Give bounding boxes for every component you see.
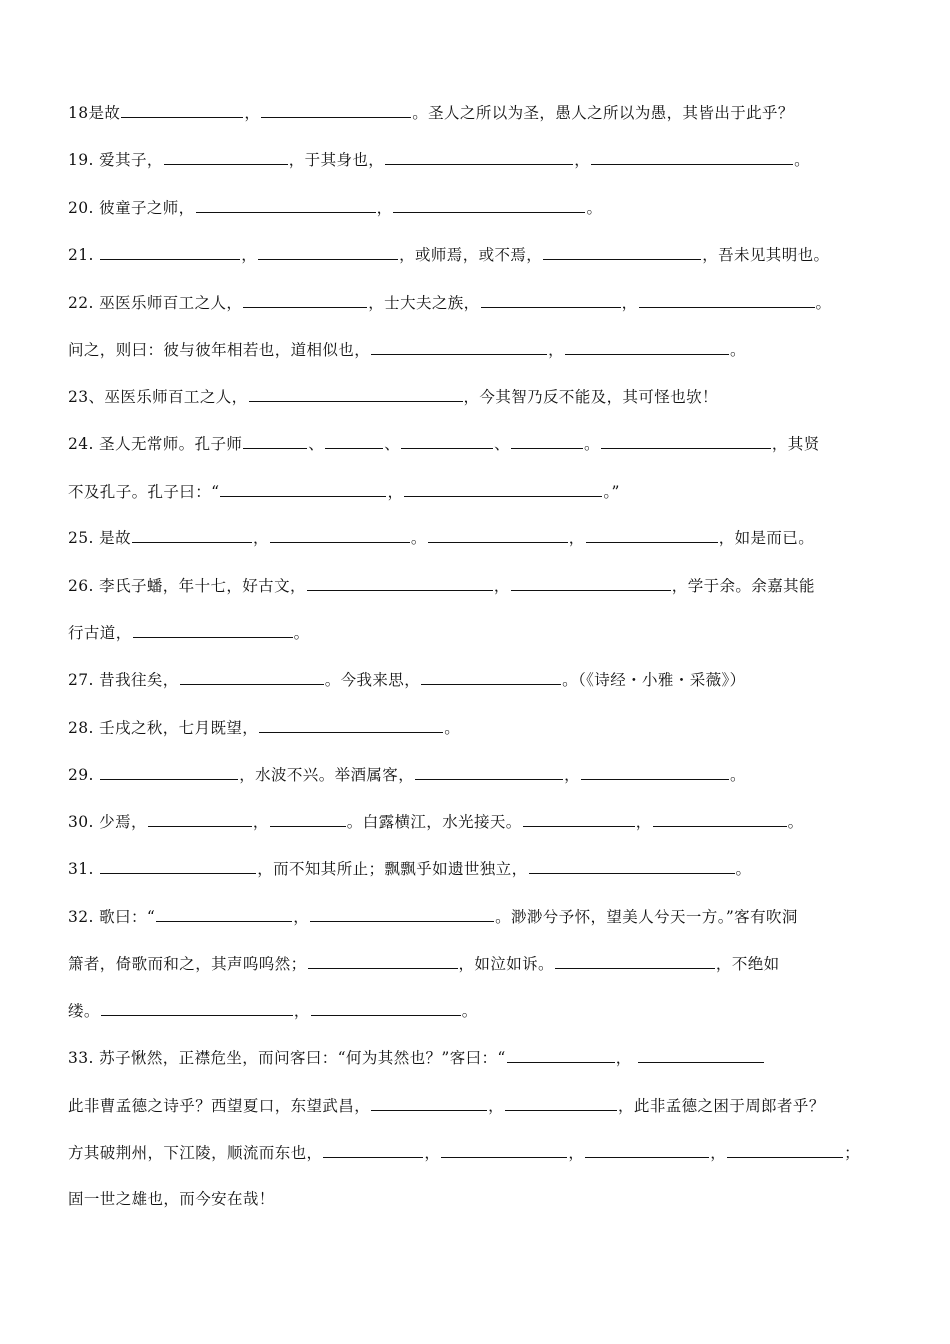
question-text: 23、巫医乐师百工之人， <box>68 388 248 406</box>
answer-blank[interactable] <box>393 195 585 213</box>
answer-blank[interactable] <box>133 620 293 638</box>
question-line <box>68 147 910 172</box>
question-text: ， <box>493 577 510 595</box>
answer-blank[interactable] <box>727 1140 843 1158</box>
answer-blank[interactable] <box>121 100 243 118</box>
question-line <box>68 1187 910 1211</box>
answer-blank[interactable] <box>101 998 293 1016</box>
question-text: 26. 李氏子蟠，年十七，好古文， <box>68 577 306 595</box>
answer-blank[interactable] <box>164 147 288 165</box>
question-text: 、 <box>308 435 325 453</box>
question-text: ， <box>564 766 580 784</box>
question-text: 、 <box>494 435 510 453</box>
answer-blank[interactable] <box>310 904 494 922</box>
question-text: 。 <box>586 199 603 217</box>
question-line <box>68 431 910 456</box>
answer-blank[interactable] <box>511 431 583 449</box>
question-text: 18是故 <box>68 104 121 122</box>
answer-blank[interactable] <box>311 998 461 1016</box>
question-line <box>68 479 910 504</box>
question-text: 。 <box>410 529 427 547</box>
question-text: 24. 圣人无常师。孔子师 <box>68 435 243 453</box>
answer-blank[interactable] <box>404 479 602 497</box>
question-text: 。渺渺兮予怀，望美人兮天一方。”客有吹洞 <box>495 908 798 926</box>
question-line <box>68 809 910 834</box>
answer-blank[interactable] <box>481 290 621 308</box>
answer-blank[interactable] <box>441 1140 567 1158</box>
question-text: ，如是而已。 <box>718 529 815 547</box>
question-line <box>68 904 910 929</box>
answer-blank[interactable] <box>505 1093 617 1111</box>
question-text: ，此非孟德之困于周郎者乎？ <box>618 1097 825 1115</box>
question-text: 。 <box>444 719 461 737</box>
answer-blank[interactable] <box>507 1045 615 1063</box>
question-text: ， <box>635 813 652 831</box>
question-text: 。今我来思， <box>324 671 421 689</box>
answer-blank[interactable] <box>307 573 493 591</box>
question-line <box>68 715 910 740</box>
question-text: 30. 少焉， <box>68 813 147 831</box>
answer-blank[interactable] <box>421 667 561 685</box>
answer-blank[interactable] <box>653 809 787 827</box>
answer-blank[interactable] <box>258 242 398 260</box>
answer-blank[interactable] <box>220 479 386 497</box>
answer-blank[interactable] <box>261 100 411 118</box>
question-text: 31. <box>68 860 100 878</box>
question-text: ， <box>241 246 258 264</box>
answer-blank[interactable] <box>243 290 367 308</box>
answer-blank[interactable] <box>259 715 443 733</box>
question-line <box>68 525 910 550</box>
question-text: ，士大夫之族， <box>368 294 480 312</box>
answer-blank[interactable] <box>323 1140 423 1158</box>
question-text: 25. 是故 <box>68 529 131 547</box>
question-text: 。” <box>603 483 620 501</box>
question-text: ， <box>244 104 261 122</box>
question-line <box>68 195 910 220</box>
answer-blank[interactable] <box>511 573 671 591</box>
answer-blank[interactable] <box>428 525 568 543</box>
question-text: ， <box>710 1144 727 1162</box>
question-text: ， <box>568 529 585 547</box>
answer-blank[interactable] <box>100 762 238 780</box>
question-text: ， <box>488 1097 505 1115</box>
question-line <box>68 620 910 645</box>
question-line <box>68 290 910 315</box>
question-text: 。 <box>787 813 804 831</box>
answer-blank[interactable] <box>565 337 729 355</box>
question-text: 。 <box>461 1002 478 1020</box>
question-text: 19. 爱其子， <box>68 151 163 169</box>
question-text: 32. 歌曰：“ <box>68 908 156 926</box>
question-text: ，或师焉，或不焉， <box>399 246 543 264</box>
question-line <box>68 1045 910 1070</box>
question-line <box>68 856 910 881</box>
answer-blank[interactable] <box>401 431 493 449</box>
answer-blank[interactable] <box>601 431 771 449</box>
question-line <box>68 762 910 787</box>
answer-blank[interactable] <box>415 762 563 780</box>
answer-blank[interactable] <box>529 856 735 874</box>
answer-blank[interactable] <box>100 242 240 260</box>
answer-blank[interactable] <box>586 525 718 543</box>
question-text: ； <box>844 1144 861 1162</box>
question-text: ，如泣如诉。 <box>458 955 554 973</box>
question-text: 29. <box>68 766 100 784</box>
question-text: ，吾未见其明也。 <box>702 246 830 264</box>
answer-blank[interactable] <box>156 904 292 922</box>
question-text: 28. 壬戌之秋，七月既望， <box>68 719 259 737</box>
question-text: ， <box>424 1144 441 1162</box>
answer-blank[interactable] <box>132 525 252 543</box>
question-text: ， <box>252 813 269 831</box>
question-text: 此非曹孟德之诗乎？西望夏口，东望武昌， <box>68 1097 371 1115</box>
question-text: 。 <box>584 435 600 453</box>
question-text: 。 <box>815 294 832 312</box>
answer-blank[interactable] <box>180 667 324 685</box>
answer-blank[interactable] <box>385 147 573 165</box>
question-text: ，学于余。余嘉其能 <box>671 577 815 595</box>
answer-blank[interactable] <box>249 384 463 402</box>
question-line <box>68 951 910 976</box>
answer-blank[interactable] <box>371 1093 487 1111</box>
question-text: 固一世之雄也，而今安在哉！ <box>68 1190 275 1208</box>
question-text: 。 <box>293 624 310 642</box>
question-text: 。圣人之所以为圣，愚人之所以为愚，其皆出于此乎？ <box>412 104 794 122</box>
question-text: ， <box>387 483 404 501</box>
question-line <box>68 573 910 598</box>
question-text: 20. 彼童子之师， <box>68 199 195 217</box>
question-text: 27. 昔我往矣， <box>68 671 179 689</box>
question-line <box>68 667 910 692</box>
question-text: ， <box>252 529 269 547</box>
question-text: ，而不知其所止；飘飘乎如遗世独立， <box>257 860 528 878</box>
question-line <box>68 1140 910 1165</box>
question-text: 箫者，倚歌而和之，其声呜呜然； <box>68 955 307 973</box>
answer-blank[interactable] <box>591 147 793 165</box>
answer-blank[interactable] <box>371 337 547 355</box>
question-text: 问之，则曰：彼与彼年相若也，道相似也， <box>68 341 371 359</box>
question-text: 。白露横江，水光接天。 <box>346 813 522 831</box>
question-text: 21. <box>68 246 100 264</box>
question-text: ，于其身也， <box>288 151 385 169</box>
question-text: 不及孔子。孔子曰：“ <box>68 483 220 501</box>
question-text: ，不绝如 <box>715 955 780 973</box>
answer-blank[interactable] <box>308 951 458 969</box>
question-line <box>68 384 910 409</box>
answer-blank[interactable] <box>585 1140 709 1158</box>
answer-blank[interactable] <box>638 1045 764 1063</box>
question-text: ， <box>574 151 591 169</box>
question-text: ，今其智乃反不能及，其可怪也欤！ <box>463 388 718 406</box>
answer-blank[interactable] <box>581 762 729 780</box>
answer-blank[interactable] <box>196 195 376 213</box>
question-text: 。 <box>730 766 746 784</box>
question-text: ， <box>376 199 393 217</box>
question-text: 行古道， <box>68 624 132 642</box>
question-text: ， <box>548 341 565 359</box>
answer-blank[interactable] <box>523 809 635 827</box>
question-text: 方其破荆州，下江陵，顺流而东也， <box>68 1144 323 1162</box>
question-text: 。（《诗经・小雅・采薇》） <box>562 671 746 689</box>
answer-blank[interactable] <box>555 951 715 969</box>
question-line <box>68 100 910 125</box>
answer-blank[interactable] <box>543 242 701 260</box>
question-text: ，水波不兴。举酒属客， <box>239 766 415 784</box>
answer-blank[interactable] <box>270 809 346 827</box>
answer-blank[interactable] <box>325 431 383 449</box>
question-text: ， <box>615 1049 637 1067</box>
question-text: 22. 巫医乐师百工之人， <box>68 294 243 312</box>
question-text: ， <box>293 1002 310 1020</box>
question-line <box>68 1093 910 1118</box>
question-text: 。 <box>794 151 810 169</box>
question-text: ，其贤 <box>771 435 820 453</box>
answer-blank[interactable] <box>270 525 410 543</box>
question-line <box>68 337 910 362</box>
answer-blank[interactable] <box>639 290 815 308</box>
question-text: ， <box>293 908 310 926</box>
question-line <box>68 242 910 267</box>
question-text: ， <box>621 294 638 312</box>
question-text: 33. 苏子愀然，正襟危坐，而问客曰：“何为其然也？”客曰：“ <box>68 1049 506 1067</box>
question-text: 、 <box>384 435 401 453</box>
answer-blank[interactable] <box>100 856 256 874</box>
answer-blank[interactable] <box>148 809 252 827</box>
question-text: 。 <box>730 341 746 359</box>
question-line <box>68 998 910 1023</box>
answer-blank[interactable] <box>243 431 307 449</box>
question-text: ， <box>568 1144 585 1162</box>
question-text: 。 <box>735 860 752 878</box>
question-text: 缕。 <box>68 1002 100 1020</box>
